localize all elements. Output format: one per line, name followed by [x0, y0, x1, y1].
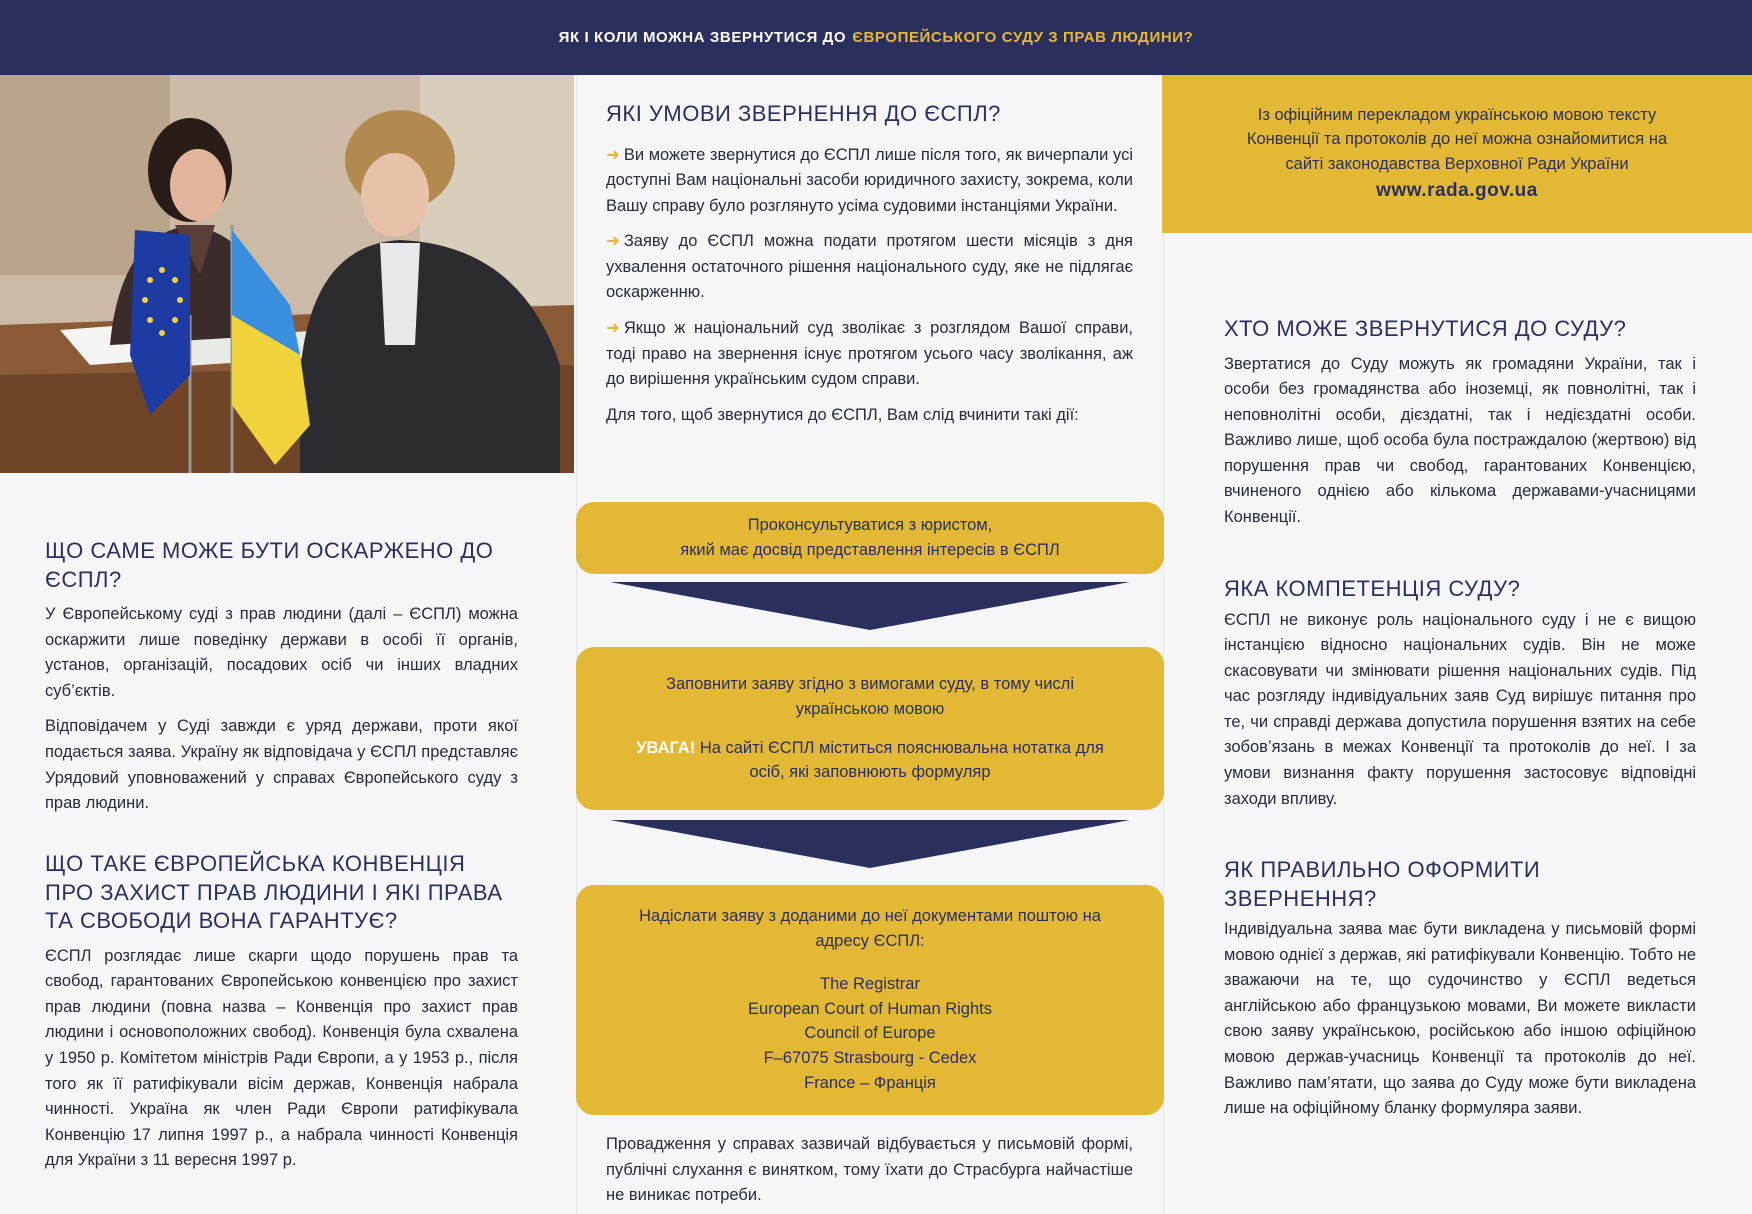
bullet-item: ➜ Ви можете звернутися до ЄСПЛ лише після того, як вичерпали усі доступні Вам національні засоби юридичного захисту, зокрема, коли Вашу справу було розглянуто усіма судовими інстанціями України. — [606, 145, 1133, 215]
step-text: осіб, які заповнюють формуляр — [749, 763, 991, 782]
section-title: ЯК ПРАВИЛЬНО ОФОРМИТИ ЗВЕРНЕННЯ? — [1224, 857, 1541, 911]
step-text: Проконсультуватися з юристом, — [747, 516, 993, 535]
step-box-fill — [576, 647, 1164, 810]
meeting-photo — [0, 75, 574, 473]
step-text: адресу ЄСПЛ: — [815, 932, 925, 951]
paragraph: Звертатися до Суду можуть як громадяни України, так і особи без громадянства або іноземці, як повнолітні, так і неповнолітні особи, дієздатні, так і недієздатні особи. Важливо лише, щоб особа була постраждалою (жертвою) від порушення прав чи свобод, гарантованих Конвенцією, вчиненого однією або кількома державами-учасницями Конвенції. — [1224, 354, 1696, 526]
step-text: Надіслати заяву з доданими до неї документами поштою на — [639, 907, 1101, 926]
official-translation-panel — [1162, 75, 1752, 233]
paragraph: Відповідачем у Суді завжди є уряд держави, проти якої подається заява. Україну як відповідача у ЄСПЛ представляє Урядовий уповноважений у справах Європейського суду з прав людини. — [45, 717, 518, 813]
step-warning: УВАГА! На сайті ЄСПЛ міститься пояснювальна нотатка для — [636, 738, 1104, 757]
right-section-form — [1224, 856, 1696, 1122]
step-box-send — [576, 885, 1164, 1115]
step-text: Заповнити заяву згідно з вимогами суду, в тому числі — [666, 675, 1074, 693]
rada-url-link[interactable]: www.rada.gov.ua — [1376, 179, 1538, 201]
left-section-appeal — [45, 537, 518, 817]
paragraph: ЄСПЛ не виконує роль національного суду і не є вищою інстанцією відносно національних судів. Він не може скасовувати чи змінювати рішення національних судів. Під час розгляду індивідуальних заяв Суд вирішує питання про те, чи справді держава допустила порушення взятих на себе зобов’язань в межах Конвенції та протоколів до неї. І за умови визнання факту порушення застосовує відповідні заходи впливу. — [1224, 610, 1696, 808]
panel-text: Із офіційним перекладом українською мовою тексту — [1257, 105, 1657, 124]
arrow-down-icon — [610, 820, 1130, 868]
arrow-right-icon: ➜ — [606, 232, 620, 251]
address-line: European Court of Human Rights — [748, 999, 992, 1018]
header-bar — [0, 0, 1752, 75]
step-text: який має досвід представлення інтересів в ЄСПЛ — [680, 541, 1060, 559]
middle-footer — [606, 1132, 1133, 1209]
bullet-item: ➜ Якщо ж національний суд зволікає з розглядом Вашої справи, тоді право на звернення існує протягом усього часу зволікання, аж до вирішення українським судом справи. — [606, 318, 1133, 389]
paragraph: Індивідуальна заява має бути викладена у письмовій формі мовою однієї з держав, які ратифікували Конвенцію. Тобто не зважаючи на те, що судочинство у ЄСПЛ ведеться англійською або французькою мовами, Ви можете викласти свою заяву українською, російською або іншою офіційною мовою держав-учасниць Конвенції та протоколів до неї. Важливо пам’ятати, що заява до Суду може бути викладена лише на офіційному бланку формуляра заяви. — [1224, 920, 1696, 1118]
arrow-right-icon: ➜ — [606, 318, 620, 337]
section-title: ХТО МОЖЕ ЗВЕРНУТИСЯ ДО СУДУ? — [1224, 316, 1627, 341]
paragraph: Провадження у справах зазвичай відбувається у письмовій формі, публічні слухання є винятком, тому їхати до Страсбурга найчастіше не виникає потреби. — [606, 1135, 1133, 1205]
right-section-who — [1224, 315, 1696, 531]
header-title-yellow: ЄВРОПЕЙСЬКОГО СУДУ З ПРАВ ЛЮДИНИ? — [852, 29, 1194, 46]
arrow-down-icon — [610, 582, 1130, 630]
middle-section-conditions — [606, 100, 1133, 428]
arrow-right-icon: ➜ — [606, 145, 620, 164]
paragraph: У Європейському суді з прав людини (далі – ЄСПЛ) можна оскаржити лише поведінку держави в особі її органів, установ, організацій, посадових осіб чи інших владних суб’єктів. — [45, 605, 518, 700]
address-line: The Registrar — [820, 974, 920, 993]
section-title: ЯКІ УМОВИ ЗВЕРНЕННЯ ДО ЄСПЛ? — [606, 101, 1001, 126]
header-title-white: ЯК І КОЛИ МОЖНА ЗВЕРНУТИСЯ ДО — [558, 29, 847, 46]
intro-text: Для того, щоб звернутися до ЄСПЛ, Вам слід вчинити такі дії: — [606, 405, 1079, 424]
warning-label: УВАГА! — [636, 738, 696, 757]
bullet-item: ➜ Заяву до ЄСПЛ можна подати протягом шести місяців з дня ухвалення остаточного рішення національного суду, яке не підлягає оскарженню. — [606, 232, 1133, 302]
step-text: українською мовою — [795, 699, 945, 718]
address-line: Council of Europe — [804, 1024, 936, 1043]
step-box-consult — [576, 502, 1164, 574]
section-title: ЩО САМЕ МОЖЕ БУТИ ОСКАРЖЕНО ДО ЄСПЛ? — [45, 538, 494, 592]
right-section-competence — [1224, 575, 1696, 812]
left-section-convention — [45, 850, 518, 1174]
panel-text: Конвенції та протоколів до неї можна ознайомитися на — [1246, 130, 1668, 149]
address-line: France – Франція — [804, 1073, 936, 1092]
paragraph: ЄСПЛ розглядає лише скарги щодо порушень прав та свобод, гарантованих Європейською конвенцією про захист прав людини (повна назва – Конвенція про захист прав людини і основоположних свобод). Конвенція була схвалена у 1950 р. Комітетом міністрів Ради Європи, а у 1953 р., після того як її ратифікували вісім держав, Конвенція набрала чинності. Україна як член Ради Європи ратифікувала Конвенцію 17 липня 1997 р., а набрала чинності Конвенція для України з 11 вересня 1997 р. — [45, 946, 518, 1170]
address-line: F–67075 Strasbourg - Cedex — [763, 1049, 977, 1068]
section-title: ЯКА КОМПЕТЕНЦІЯ СУДУ? — [1224, 576, 1521, 601]
panel-text: сайті законодавства Верховної Ради України — [1285, 155, 1629, 174]
section-title: ЩО ТАКЕ ЄВРОПЕЙСЬКА КОНВЕНЦІЯ ПРО ЗАХИСТ ПРАВ ЛЮДИНИ І ЯКІ ПРАВА ТА СВОБОДИ ВОНА ГАРАНТУЄ? — [45, 851, 503, 934]
